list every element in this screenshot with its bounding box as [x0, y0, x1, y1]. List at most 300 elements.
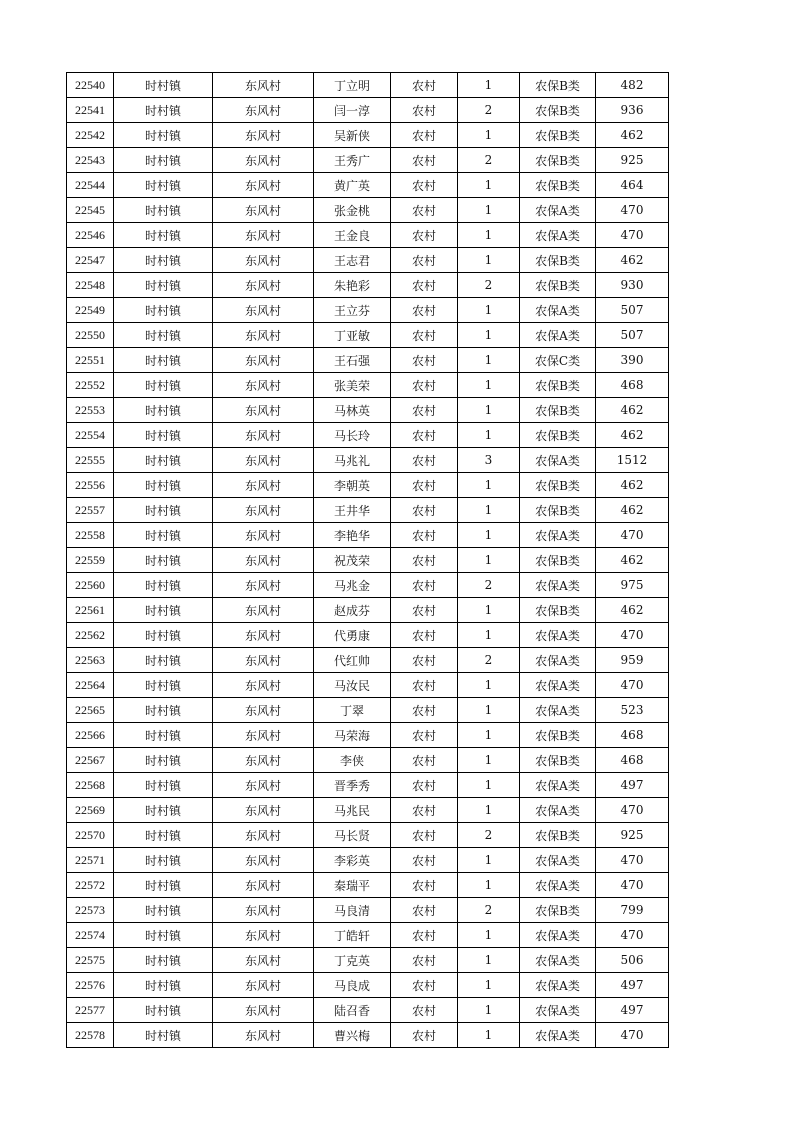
table-row — [67, 898, 669, 923]
amount-cell: 497 — [596, 973, 669, 998]
amount-cell: 799 — [596, 898, 669, 923]
village-cell: 东风村 — [213, 548, 314, 573]
village-cell: 东风村 — [213, 623, 314, 648]
village-cell: 东风村 — [213, 998, 314, 1023]
village-cell: 东风村 — [213, 873, 314, 898]
persons-cell: 1 — [458, 373, 520, 398]
amount-cell: 462 — [596, 123, 669, 148]
table-row — [67, 573, 669, 598]
village-cell: 东风村 — [213, 173, 314, 198]
village-cell: 东风村 — [213, 273, 314, 298]
name-cell: 闫一淳 — [314, 98, 391, 123]
name-cell: 马兆金 — [314, 573, 391, 598]
persons-cell: 1 — [458, 873, 520, 898]
amount-cell: 497 — [596, 998, 669, 1023]
amount-cell: 390 — [596, 348, 669, 373]
name-cell: 王秀广 — [314, 148, 391, 173]
village-cell: 东风村 — [213, 823, 314, 848]
record-id-cell: 22577 — [67, 998, 114, 1023]
table-row — [67, 348, 669, 373]
name-cell: 丁克英 — [314, 948, 391, 973]
category-cell: 农保A类 — [520, 998, 596, 1023]
persons-cell: 2 — [458, 573, 520, 598]
village-cell: 东风村 — [213, 598, 314, 623]
amount-cell: 523 — [596, 698, 669, 723]
household-type-cell: 农村 — [391, 848, 458, 873]
amount-cell: 468 — [596, 723, 669, 748]
town-cell: 时村镇 — [114, 198, 213, 223]
persons-cell: 1 — [458, 773, 520, 798]
town-cell: 时村镇 — [114, 723, 213, 748]
household-type-cell: 农村 — [391, 623, 458, 648]
household-type-cell: 农村 — [391, 948, 458, 973]
village-cell: 东风村 — [213, 323, 314, 348]
name-cell: 丁亚敏 — [314, 323, 391, 348]
table-row — [67, 148, 669, 173]
town-cell: 时村镇 — [114, 823, 213, 848]
persons-cell: 1 — [458, 973, 520, 998]
household-type-cell: 农村 — [391, 748, 458, 773]
amount-cell: 468 — [596, 373, 669, 398]
town-cell: 时村镇 — [114, 248, 213, 273]
village-cell: 东风村 — [213, 923, 314, 948]
village-cell: 东风村 — [213, 698, 314, 723]
persons-cell: 1 — [458, 223, 520, 248]
category-cell: 农保B类 — [520, 473, 596, 498]
name-cell: 张金桃 — [314, 198, 391, 223]
persons-cell: 1 — [458, 323, 520, 348]
name-cell: 李彩英 — [314, 848, 391, 873]
record-id-cell: 22547 — [67, 248, 114, 273]
name-cell: 马汝民 — [314, 673, 391, 698]
town-cell: 时村镇 — [114, 123, 213, 148]
record-id-cell: 22544 — [67, 173, 114, 198]
category-cell: 农保A类 — [520, 873, 596, 898]
town-cell: 时村镇 — [114, 73, 213, 98]
name-cell: 秦瑞平 — [314, 873, 391, 898]
amount-cell: 462 — [596, 548, 669, 573]
household-type-cell: 农村 — [391, 923, 458, 948]
town-cell: 时村镇 — [114, 623, 213, 648]
household-type-cell: 农村 — [391, 973, 458, 998]
persons-cell: 3 — [458, 448, 520, 473]
category-cell: 农保A类 — [520, 648, 596, 673]
town-cell: 时村镇 — [114, 423, 213, 448]
persons-cell: 1 — [458, 673, 520, 698]
household-type-cell: 农村 — [391, 398, 458, 423]
name-cell: 王立芬 — [314, 298, 391, 323]
town-cell: 时村镇 — [114, 648, 213, 673]
record-id-cell: 22571 — [67, 848, 114, 873]
category-cell: 农保B类 — [520, 823, 596, 848]
category-cell: 农保A类 — [520, 323, 596, 348]
table-row — [67, 623, 669, 648]
name-cell: 王志君 — [314, 248, 391, 273]
village-cell: 东风村 — [213, 298, 314, 323]
persons-cell: 2 — [458, 273, 520, 298]
record-id-cell: 22569 — [67, 798, 114, 823]
town-cell: 时村镇 — [114, 848, 213, 873]
amount-cell: 470 — [596, 923, 669, 948]
amount-cell: 936 — [596, 98, 669, 123]
household-type-cell: 农村 — [391, 473, 458, 498]
table-body — [67, 73, 669, 1048]
household-type-cell: 农村 — [391, 248, 458, 273]
table-row — [67, 448, 669, 473]
record-id-cell: 22563 — [67, 648, 114, 673]
town-cell: 时村镇 — [114, 923, 213, 948]
persons-cell: 1 — [458, 698, 520, 723]
amount-cell: 470 — [596, 523, 669, 548]
record-id-cell: 22541 — [67, 98, 114, 123]
amount-cell: 925 — [596, 148, 669, 173]
category-cell: 农保B类 — [520, 98, 596, 123]
name-cell: 代红帅 — [314, 648, 391, 673]
town-cell: 时村镇 — [114, 548, 213, 573]
village-cell: 东风村 — [213, 373, 314, 398]
record-id-cell: 22552 — [67, 373, 114, 398]
village-cell: 东风村 — [213, 498, 314, 523]
persons-cell: 1 — [458, 423, 520, 448]
category-cell: 农保B类 — [520, 73, 596, 98]
village-cell: 东风村 — [213, 398, 314, 423]
record-id-cell: 22540 — [67, 73, 114, 98]
table-row — [67, 198, 669, 223]
table-row — [67, 173, 669, 198]
table-row — [67, 123, 669, 148]
amount-cell: 506 — [596, 948, 669, 973]
table-row — [67, 673, 669, 698]
persons-cell: 1 — [458, 923, 520, 948]
category-cell: 农保B类 — [520, 548, 596, 573]
table-row — [67, 298, 669, 323]
category-cell: 农保A类 — [520, 923, 596, 948]
town-cell: 时村镇 — [114, 773, 213, 798]
persons-cell: 1 — [458, 723, 520, 748]
record-id-cell: 22558 — [67, 523, 114, 548]
household-type-cell: 农村 — [391, 323, 458, 348]
record-id-cell: 22573 — [67, 898, 114, 923]
record-id-cell: 22557 — [67, 498, 114, 523]
village-cell: 东风村 — [213, 348, 314, 373]
table-row — [67, 773, 669, 798]
household-type-cell: 农村 — [391, 673, 458, 698]
persons-cell: 1 — [458, 498, 520, 523]
persons-cell: 1 — [458, 248, 520, 273]
category-cell: 农保B类 — [520, 373, 596, 398]
village-cell: 东风村 — [213, 148, 314, 173]
household-type-cell: 农村 — [391, 148, 458, 173]
household-type-cell: 农村 — [391, 823, 458, 848]
amount-cell: 1512 — [596, 448, 669, 473]
name-cell: 晋季秀 — [314, 773, 391, 798]
household-type-cell: 农村 — [391, 548, 458, 573]
village-cell: 东风村 — [213, 223, 314, 248]
amount-cell: 470 — [596, 1023, 669, 1048]
persons-cell: 1 — [458, 948, 520, 973]
name-cell: 曹兴梅 — [314, 1023, 391, 1048]
category-cell: 农保A类 — [520, 773, 596, 798]
household-type-cell: 农村 — [391, 773, 458, 798]
name-cell: 王井华 — [314, 498, 391, 523]
name-cell: 丁翠 — [314, 698, 391, 723]
town-cell: 时村镇 — [114, 573, 213, 598]
household-type-cell: 农村 — [391, 648, 458, 673]
category-cell: 农保A类 — [520, 848, 596, 873]
amount-cell: 497 — [596, 773, 669, 798]
amount-cell: 462 — [596, 473, 669, 498]
name-cell: 马林英 — [314, 398, 391, 423]
town-cell: 时村镇 — [114, 873, 213, 898]
table-row — [67, 498, 669, 523]
persons-cell: 1 — [458, 798, 520, 823]
amount-cell: 470 — [596, 848, 669, 873]
village-cell: 东风村 — [213, 123, 314, 148]
town-cell: 时村镇 — [114, 273, 213, 298]
amount-cell: 462 — [596, 248, 669, 273]
category-cell: 农保A类 — [520, 673, 596, 698]
record-id-cell: 22548 — [67, 273, 114, 298]
record-id-cell: 22542 — [67, 123, 114, 148]
table-row — [67, 923, 669, 948]
persons-cell: 1 — [458, 523, 520, 548]
amount-cell: 470 — [596, 798, 669, 823]
table-row — [67, 798, 669, 823]
record-id-cell: 22559 — [67, 548, 114, 573]
amount-cell: 975 — [596, 573, 669, 598]
persons-cell: 1 — [458, 298, 520, 323]
category-cell: 农保A类 — [520, 198, 596, 223]
household-type-cell: 农村 — [391, 73, 458, 98]
record-id-cell: 22546 — [67, 223, 114, 248]
category-cell: 农保B类 — [520, 273, 596, 298]
name-cell: 马良清 — [314, 898, 391, 923]
amount-cell: 507 — [596, 298, 669, 323]
town-cell: 时村镇 — [114, 948, 213, 973]
persons-cell: 1 — [458, 198, 520, 223]
category-cell: 农保B类 — [520, 398, 596, 423]
name-cell: 李艳华 — [314, 523, 391, 548]
amount-cell: 482 — [596, 73, 669, 98]
table-row — [67, 423, 669, 448]
town-cell: 时村镇 — [114, 498, 213, 523]
name-cell: 马兆民 — [314, 798, 391, 823]
household-type-cell: 农村 — [391, 598, 458, 623]
household-type-cell: 农村 — [391, 723, 458, 748]
persons-cell: 2 — [458, 823, 520, 848]
record-id-cell: 22575 — [67, 948, 114, 973]
village-cell: 东风村 — [213, 798, 314, 823]
record-id-cell: 22553 — [67, 398, 114, 423]
household-type-cell: 农村 — [391, 573, 458, 598]
record-id-cell: 22556 — [67, 473, 114, 498]
persons-cell: 1 — [458, 173, 520, 198]
village-cell: 东风村 — [213, 523, 314, 548]
table-row — [67, 473, 669, 498]
town-cell: 时村镇 — [114, 173, 213, 198]
name-cell: 马良成 — [314, 973, 391, 998]
name-cell: 朱艳彩 — [314, 273, 391, 298]
persons-cell: 1 — [458, 73, 520, 98]
category-cell: 农保A类 — [520, 623, 596, 648]
village-cell: 东风村 — [213, 673, 314, 698]
name-cell: 祝茂荣 — [314, 548, 391, 573]
category-cell: 农保A类 — [520, 573, 596, 598]
persons-cell: 1 — [458, 398, 520, 423]
table-row — [67, 373, 669, 398]
name-cell: 黄广英 — [314, 173, 391, 198]
record-id-cell: 22561 — [67, 598, 114, 623]
persons-cell: 1 — [458, 848, 520, 873]
village-cell: 东风村 — [213, 948, 314, 973]
name-cell: 张美荣 — [314, 373, 391, 398]
record-table — [66, 72, 669, 1048]
household-type-cell: 农村 — [391, 423, 458, 448]
household-type-cell: 农村 — [391, 273, 458, 298]
town-cell: 时村镇 — [114, 148, 213, 173]
category-cell: 农保B类 — [520, 148, 596, 173]
amount-cell: 930 — [596, 273, 669, 298]
record-id-cell: 22554 — [67, 423, 114, 448]
name-cell: 马兆礼 — [314, 448, 391, 473]
amount-cell: 462 — [596, 423, 669, 448]
table-row — [67, 248, 669, 273]
amount-cell: 925 — [596, 823, 669, 848]
town-cell: 时村镇 — [114, 748, 213, 773]
town-cell: 时村镇 — [114, 473, 213, 498]
town-cell: 时村镇 — [114, 223, 213, 248]
amount-cell: 470 — [596, 673, 669, 698]
household-type-cell: 农村 — [391, 698, 458, 723]
town-cell: 时村镇 — [114, 973, 213, 998]
household-type-cell: 农村 — [391, 198, 458, 223]
village-cell: 东风村 — [213, 898, 314, 923]
record-id-cell: 22564 — [67, 673, 114, 698]
household-type-cell: 农村 — [391, 223, 458, 248]
name-cell: 马荣海 — [314, 723, 391, 748]
category-cell: 农保B类 — [520, 123, 596, 148]
name-cell: 丁立明 — [314, 73, 391, 98]
persons-cell: 1 — [458, 348, 520, 373]
household-type-cell: 农村 — [391, 898, 458, 923]
table-row — [67, 973, 669, 998]
record-id-cell: 22568 — [67, 773, 114, 798]
amount-cell: 462 — [596, 598, 669, 623]
category-cell: 农保B类 — [520, 748, 596, 773]
town-cell: 时村镇 — [114, 348, 213, 373]
amount-cell: 470 — [596, 223, 669, 248]
record-id-cell: 22567 — [67, 748, 114, 773]
name-cell: 马长玲 — [314, 423, 391, 448]
table-row — [67, 723, 669, 748]
persons-cell: 2 — [458, 648, 520, 673]
amount-cell: 462 — [596, 398, 669, 423]
village-cell: 东风村 — [213, 748, 314, 773]
record-id-cell: 22555 — [67, 448, 114, 473]
household-type-cell: 农村 — [391, 173, 458, 198]
category-cell: 农保A类 — [520, 448, 596, 473]
village-cell: 东风村 — [213, 1023, 314, 1048]
category-cell: 农保A类 — [520, 698, 596, 723]
record-id-cell: 22543 — [67, 148, 114, 173]
household-type-cell: 农村 — [391, 448, 458, 473]
record-id-cell: 22578 — [67, 1023, 114, 1048]
town-cell: 时村镇 — [114, 898, 213, 923]
persons-cell: 1 — [458, 473, 520, 498]
table-row — [67, 823, 669, 848]
amount-cell: 462 — [596, 498, 669, 523]
category-cell: 农保B类 — [520, 248, 596, 273]
household-type-cell: 农村 — [391, 98, 458, 123]
table-row — [67, 548, 669, 573]
table-row — [67, 273, 669, 298]
town-cell: 时村镇 — [114, 373, 213, 398]
village-cell: 东风村 — [213, 648, 314, 673]
town-cell: 时村镇 — [114, 798, 213, 823]
town-cell: 时村镇 — [114, 398, 213, 423]
town-cell: 时村镇 — [114, 98, 213, 123]
village-cell: 东风村 — [213, 773, 314, 798]
household-type-cell: 农村 — [391, 998, 458, 1023]
village-cell: 东风村 — [213, 723, 314, 748]
village-cell: 东风村 — [213, 848, 314, 873]
amount-cell: 507 — [596, 323, 669, 348]
amount-cell: 470 — [596, 623, 669, 648]
table-row — [67, 873, 669, 898]
town-cell: 时村镇 — [114, 598, 213, 623]
town-cell: 时村镇 — [114, 323, 213, 348]
amount-cell: 470 — [596, 198, 669, 223]
table-row — [67, 73, 669, 98]
category-cell: 农保A类 — [520, 1023, 596, 1048]
village-cell: 东风村 — [213, 973, 314, 998]
name-cell: 王石强 — [314, 348, 391, 373]
town-cell: 时村镇 — [114, 1023, 213, 1048]
table-row — [67, 98, 669, 123]
record-id-cell: 22549 — [67, 298, 114, 323]
persons-cell: 1 — [458, 1023, 520, 1048]
record-id-cell: 22565 — [67, 698, 114, 723]
record-id-cell: 22570 — [67, 823, 114, 848]
amount-cell: 470 — [596, 873, 669, 898]
table-row — [67, 598, 669, 623]
household-type-cell: 农村 — [391, 373, 458, 398]
town-cell: 时村镇 — [114, 298, 213, 323]
name-cell: 吴新侠 — [314, 123, 391, 148]
persons-cell: 2 — [458, 148, 520, 173]
name-cell: 赵成芬 — [314, 598, 391, 623]
name-cell: 陆召香 — [314, 998, 391, 1023]
category-cell: 农保A类 — [520, 523, 596, 548]
amount-cell: 959 — [596, 648, 669, 673]
record-id-cell: 22545 — [67, 198, 114, 223]
record-id-cell: 22550 — [67, 323, 114, 348]
village-cell: 东风村 — [213, 98, 314, 123]
persons-cell: 2 — [458, 898, 520, 923]
category-cell: 农保A类 — [520, 973, 596, 998]
table-row — [67, 698, 669, 723]
persons-cell: 1 — [458, 598, 520, 623]
household-type-cell: 农村 — [391, 1023, 458, 1048]
village-cell: 东风村 — [213, 448, 314, 473]
category-cell: 农保B类 — [520, 423, 596, 448]
table-row — [67, 323, 669, 348]
category-cell: 农保A类 — [520, 298, 596, 323]
village-cell: 东风村 — [213, 73, 314, 98]
record-id-cell: 22572 — [67, 873, 114, 898]
amount-cell: 464 — [596, 173, 669, 198]
name-cell: 李朝英 — [314, 473, 391, 498]
